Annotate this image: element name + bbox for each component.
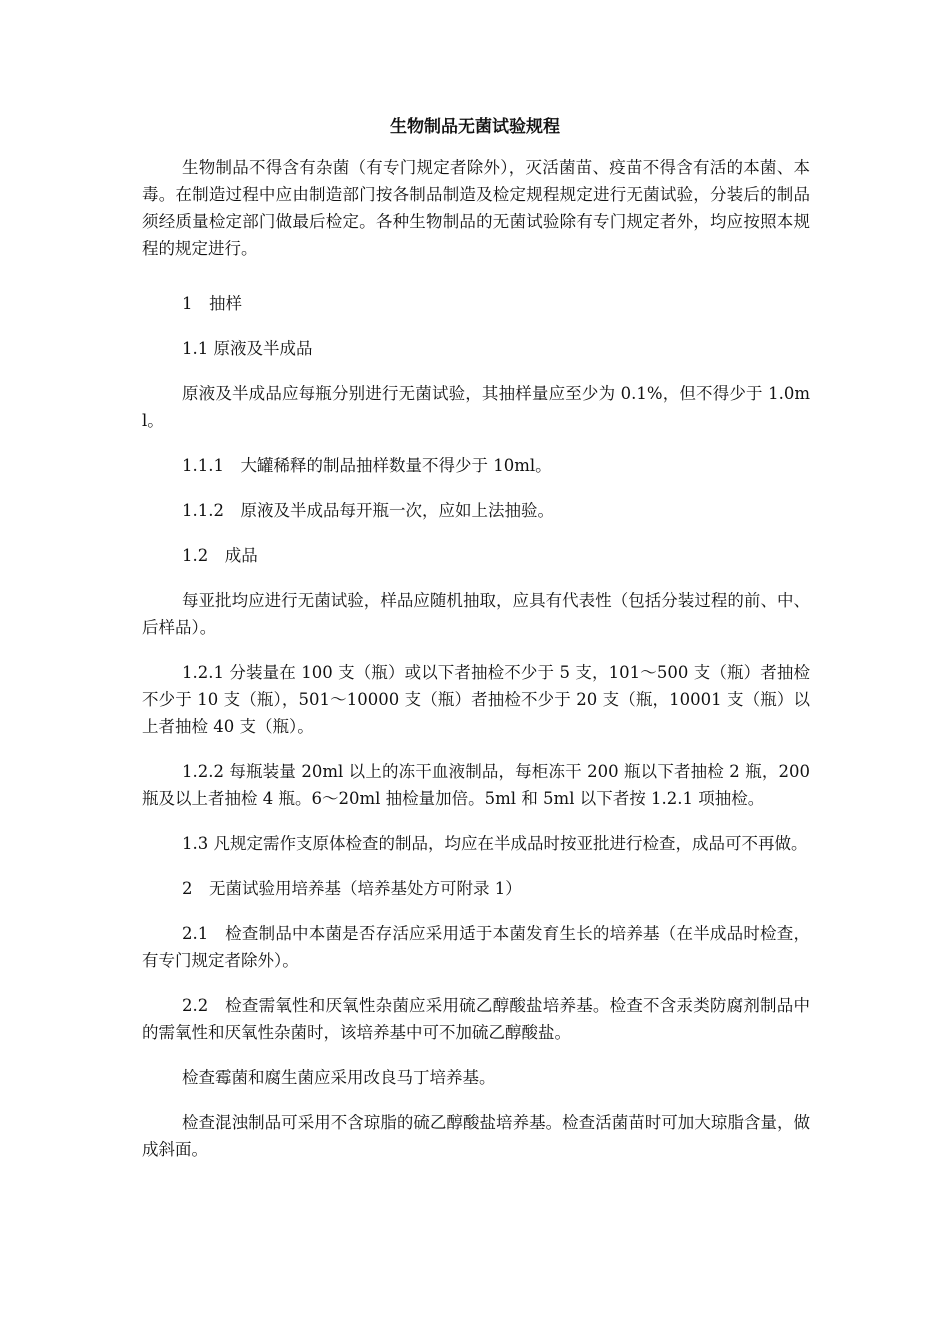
clause-1-1-1: 1.1.1 大罐稀释的制品抽样数量不得少于 10ml。 <box>182 456 552 475</box>
clause-1-2-2: 1.2.2 每瓶装量 20ml 以上的冻干血液制品，每柜冻干 200 瓶以下者抽检 2 瓶，200 瓶及以上者抽检 4 瓶。6～20ml 抽检量加倍。5ml 和 5ml 以下者按 1.2.1 项抽检。 <box>142 762 810 808</box>
paragraph-raw-liquid-sampling: 原液及半成品应每瓶分别进行无菌试验，其抽样量应至少为 0.1%，但不得少于 1.0ml。 <box>142 384 810 430</box>
subsection-heading-finished-product: 1.2 成品 <box>182 546 258 565</box>
document-body <box>142 154 810 1181</box>
section-heading-culture-medium: 2 无菌试验用培养基（培养基处方可附录 1） <box>182 879 522 898</box>
paragraph-finished-product-sampling: 每亚批均应进行无菌试验，样品应随机抽取，应具有代表性（包括分装过程的前、中、后样品）。 <box>142 591 810 637</box>
paragraph-mold-check: 检查霉菌和腐生菌应采用改良马丁培养基。 <box>182 1068 496 1087</box>
clause-2-2: 2.2 检查需氧性和厌氧性杂菌应采用硫乙醇酸盐培养基。检查不含汞类防腐剂制品中的需氧性和厌氧性杂菌时，该培养基中可不加硫乙醇酸盐。 <box>142 996 810 1042</box>
section-heading-sampling: 1 抽样 <box>182 294 242 313</box>
clause-1-1-2: 1.1.2 原液及半成品每开瓶一次，应如上法抽验。 <box>182 501 554 520</box>
clause-2-1: 2.1 检查制品中本菌是否存活应采用适于本菌发育生长的培养基（在半成品时检查，有专门规定者除外）。 <box>142 924 810 970</box>
paragraph-turbid-check: 检查混浊制品可采用不含琼脂的硫乙醇酸盐培养基。检查活菌苗时可加大琼脂含量，做成斜面。 <box>142 1113 810 1159</box>
clause-1-2-1: 1.2.1 分装量在 100 支（瓶）或以下者抽检不少于 5 支，101～500 支（瓶）者抽检不少于 10 支（瓶），501～10000 支（瓶）者抽检不少于 20 支（瓶，10001 支（瓶）以上者抽检 40 支（瓶）。 <box>142 663 810 736</box>
document-title: 生物制品无菌试验规程 <box>390 117 560 137</box>
subsection-heading-raw-liquid: 1.1 原液及半成品 <box>182 339 313 358</box>
intro-paragraph: 生物制品不得含有杂菌（有专门规定者除外），灭活菌苗、疫苗不得含有活的本菌、本毒。在制造过程中应由制造部门按各制品制造及检定规程规定进行无菌试验，分装后的制品须经质量检定部门做最后检定。各种生物制品的无菌试验除有专门规定者外，均应按照本规程的规定进行。 <box>142 158 810 258</box>
clause-1-3: 1.3 凡规定需作支原体检查的制品，均应在半成品时按亚批进行检查，成品可不再做。 <box>182 834 808 853</box>
